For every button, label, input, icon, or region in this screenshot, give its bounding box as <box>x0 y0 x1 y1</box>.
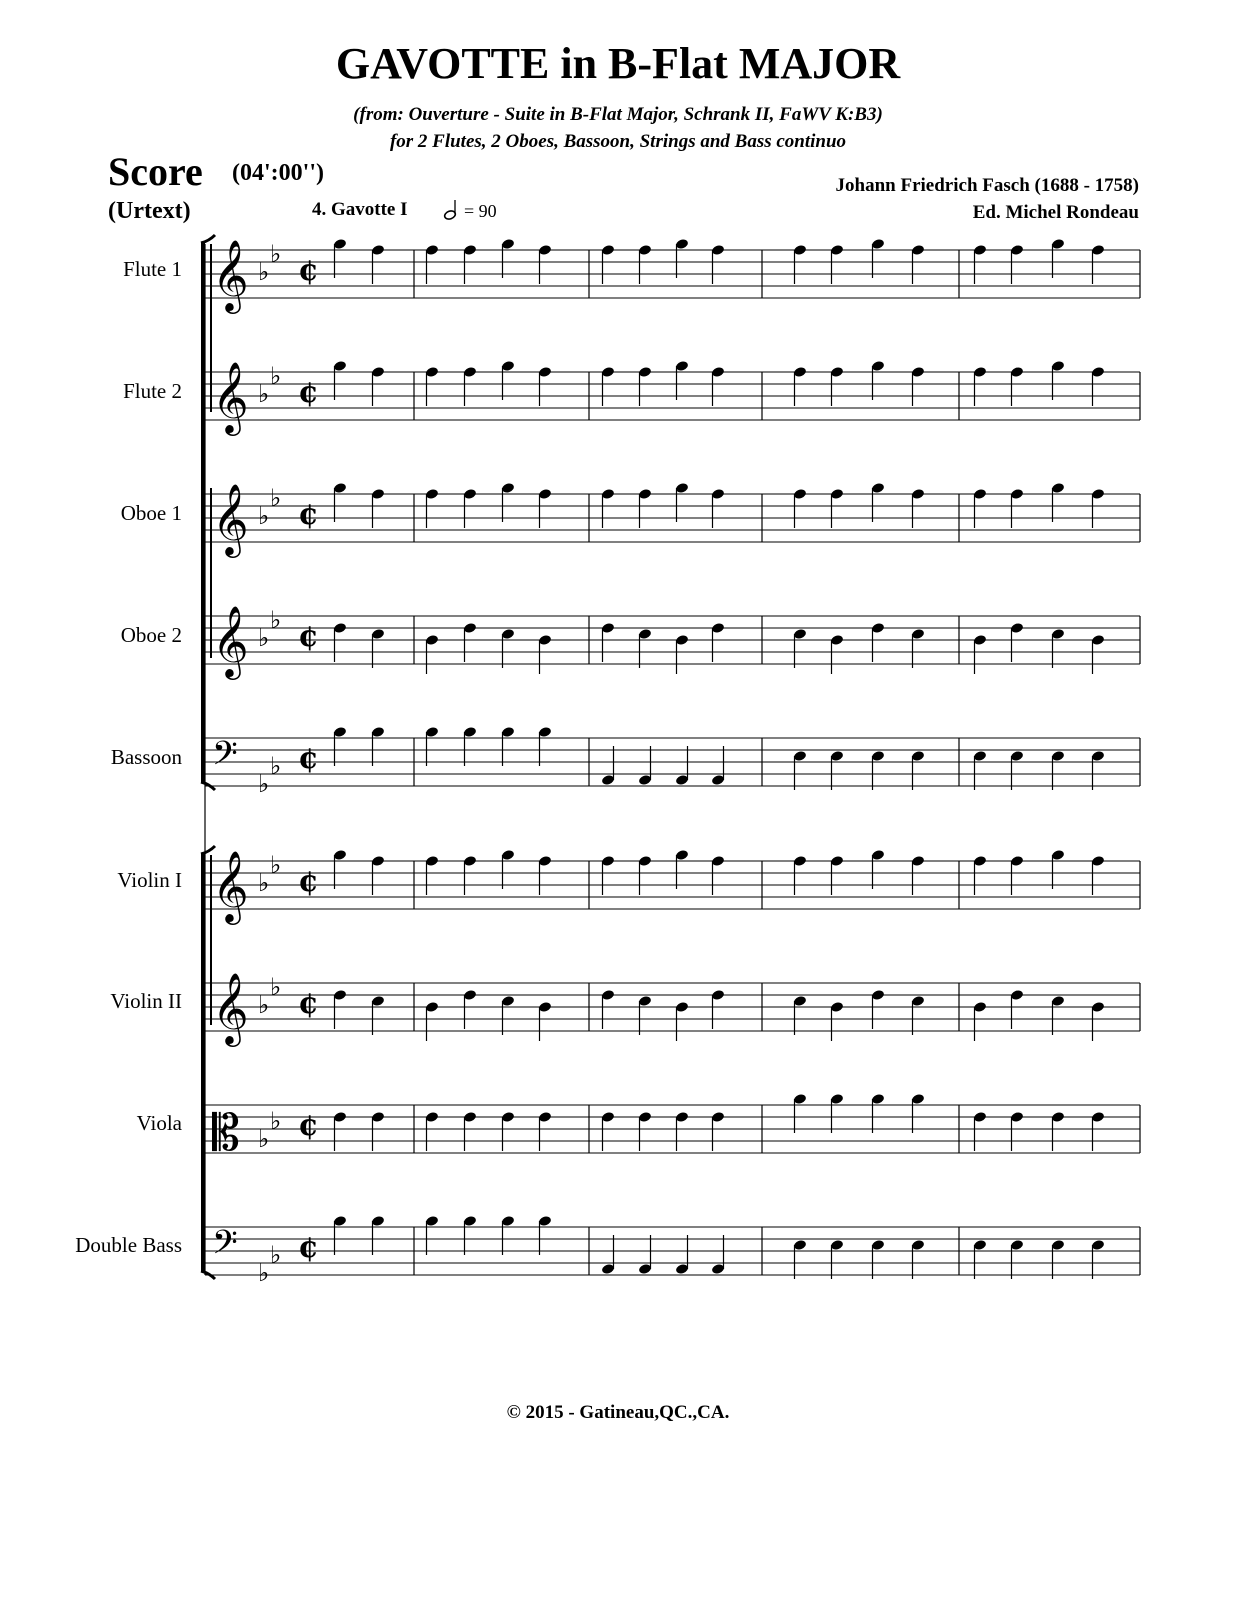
cut-time-icon: ¢ <box>298 619 319 654</box>
source-subtitle: (from: Ouverture - Suite in B-Flat Major, Schrank II, FaWV K:B3) <box>353 104 883 125</box>
flat-icon: ♭ <box>258 624 270 652</box>
cut-time-icon: ¢ <box>298 1108 319 1143</box>
flat-icon: ♭ <box>270 973 282 1001</box>
flat-icon: ♭ <box>270 752 282 780</box>
flat-icon: ♭ <box>258 502 270 530</box>
flat-icon: ♭ <box>258 258 270 286</box>
staff-label-bassoon: Bassoon <box>110 745 182 769</box>
flat-icon: ♭ <box>258 1259 270 1287</box>
treble-clef-icon: 𝄞 <box>212 482 249 555</box>
treble-clef-icon: 𝄞 <box>212 238 249 311</box>
flat-icon: ♭ <box>258 770 270 798</box>
flat-icon: ♭ <box>258 380 270 408</box>
cut-time-icon: ¢ <box>298 497 319 532</box>
staff-label-violin-2: Violin II <box>110 989 182 1013</box>
copyright-notice: © 2015 - Gatineau,QC.,CA. <box>506 1402 730 1423</box>
flat-icon: ♭ <box>270 606 282 634</box>
movement-heading: 4. Gavotte I <box>312 199 408 220</box>
flat-icon: ♭ <box>270 240 282 268</box>
flat-icon: ♭ <box>270 1107 282 1135</box>
cut-time-icon: ¢ <box>298 741 319 776</box>
cut-time-icon: ¢ <box>298 986 319 1021</box>
flat-icon: ♭ <box>258 1125 270 1153</box>
score-title: GAVOTTE in B-Flat MAJOR <box>335 39 901 88</box>
instrumentation-subtitle: for 2 Flutes, 2 Oboes, Bassoon, Strings and Bass continuo <box>389 131 847 152</box>
bass-clef-icon: 𝄢 <box>212 1224 238 1270</box>
score-label: Score <box>108 149 203 194</box>
tempo-value: = 90 <box>464 201 497 221</box>
treble-clef-icon: 𝄞 <box>212 849 249 922</box>
treble-clef-icon: 𝄞 <box>212 604 249 677</box>
cut-time-icon: ¢ <box>298 864 319 899</box>
urtext-label: (Urtext) <box>108 198 191 224</box>
flat-icon: ♭ <box>258 869 270 897</box>
staff-label-flute-2: Flute 2 <box>123 379 182 403</box>
flat-icon: ♭ <box>270 851 282 879</box>
bass-clef-icon: 𝄢 <box>212 735 238 781</box>
flat-icon: ♭ <box>270 1241 282 1269</box>
alto-clef-icon: 𝄡 <box>212 1104 240 1162</box>
composer-credit: Johann Friedrich Fasch (1688 - 1758) <box>835 175 1139 196</box>
cut-time-icon: ¢ <box>298 253 319 288</box>
duration-label: (04':00'') <box>232 160 324 186</box>
flat-icon: ♭ <box>258 991 270 1019</box>
staff-label-double-bass: Double Bass <box>75 1233 182 1257</box>
staff-label-viola: Viola <box>136 1111 182 1135</box>
staff-label-flute-1: Flute 1 <box>123 257 182 281</box>
staff-label-oboe-2: Oboe 2 <box>120 623 182 647</box>
staff-label-violin-1: Violin I <box>117 868 182 892</box>
flat-icon: ♭ <box>270 362 282 390</box>
cut-time-icon: ¢ <box>298 375 319 410</box>
flat-icon: ♭ <box>270 484 282 512</box>
treble-clef-icon: 𝄞 <box>212 971 249 1044</box>
cut-time-icon: ¢ <box>298 1230 319 1265</box>
treble-clef-icon: 𝄞 <box>212 360 249 433</box>
editor-credit: Ed. Michel Rondeau <box>972 202 1139 223</box>
staff-label-oboe-1: Oboe 1 <box>120 501 182 525</box>
